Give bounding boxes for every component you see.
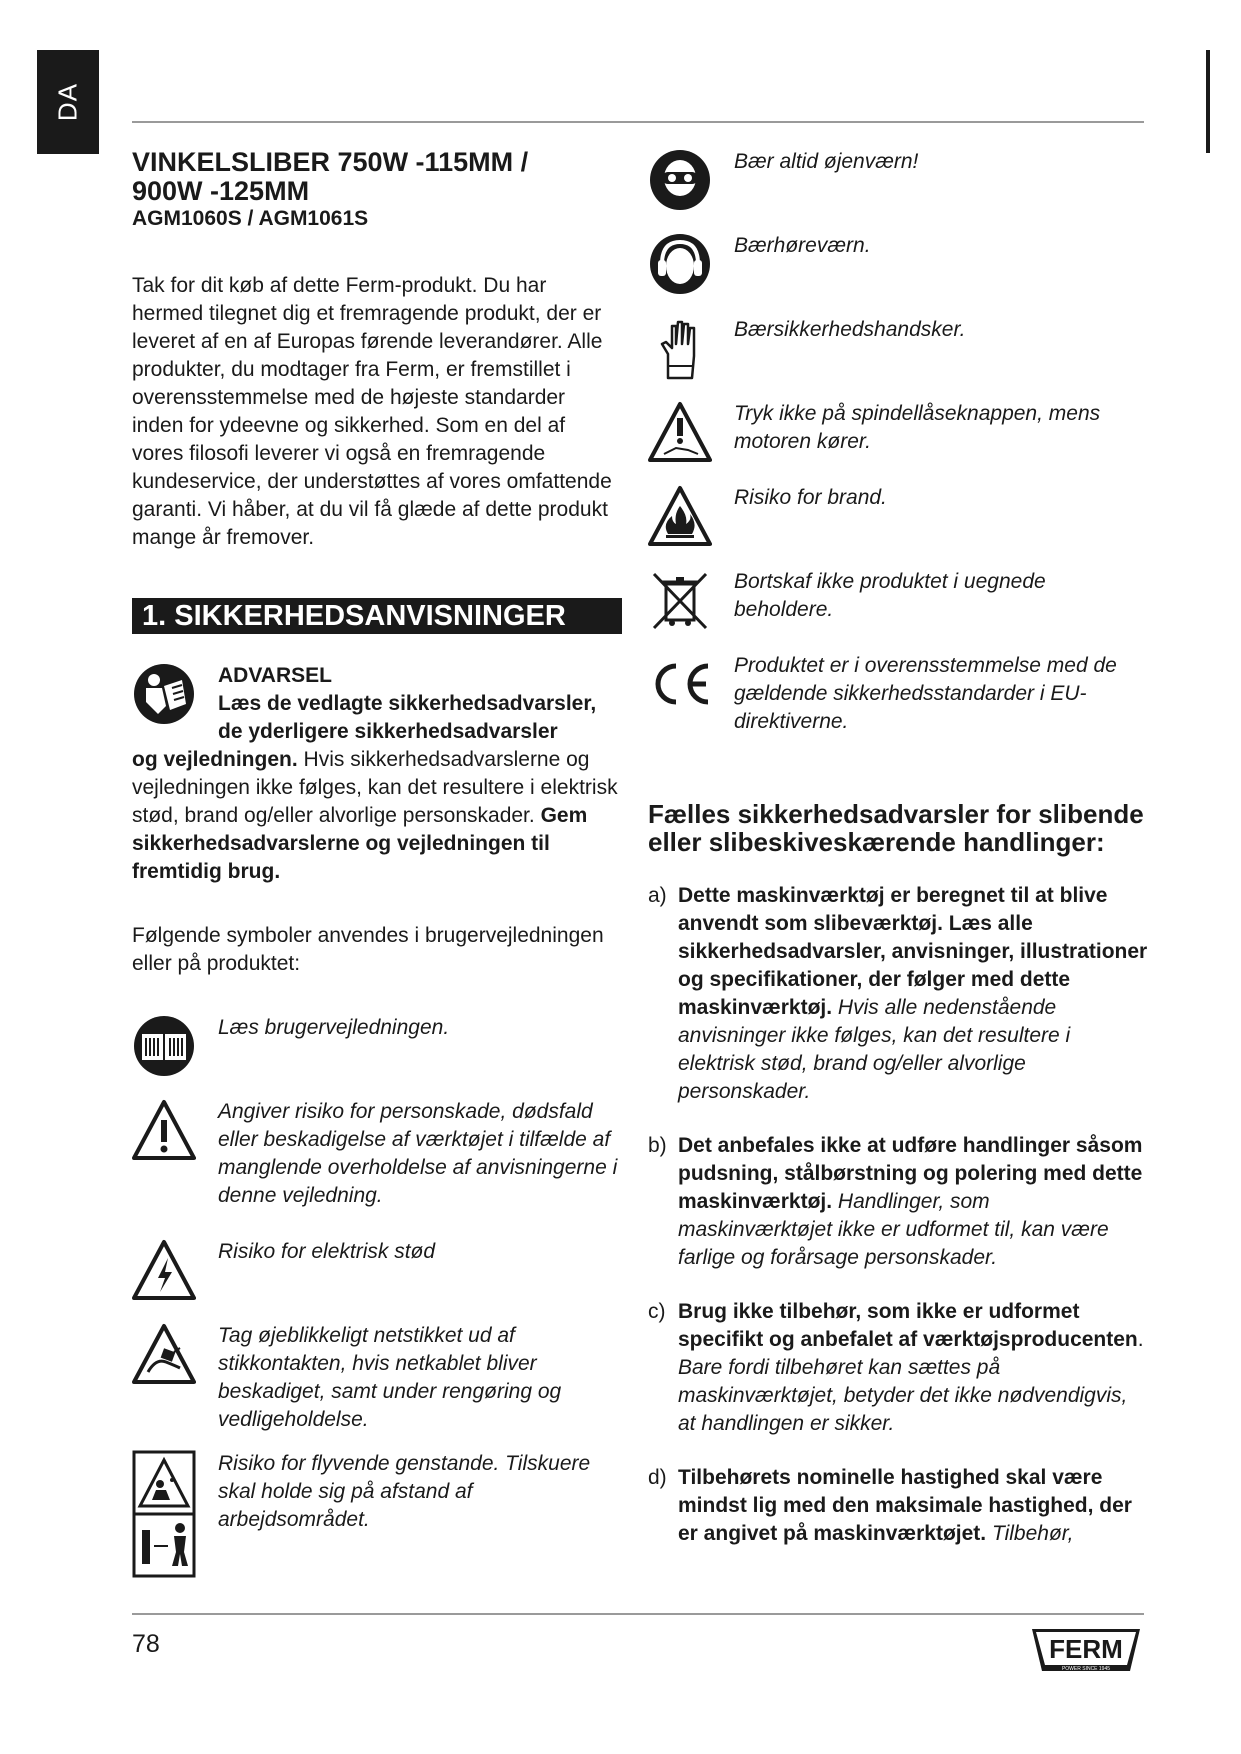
left-column bbox=[132, 148, 622, 1570]
item-bold: Brug ikke tilbehør, som ikke er udformet specifikt og anbefalet af værktøjsproducenten bbox=[678, 1300, 1138, 1351]
list-item bbox=[648, 1132, 1148, 1272]
language-tab bbox=[37, 50, 99, 154]
logo-tagline: POWER SINCE 1945 bbox=[1061, 1666, 1111, 1672]
ferm-logo bbox=[1030, 1625, 1142, 1675]
section-heading: 1. SIKKERHEDSANVISNINGER bbox=[132, 598, 622, 634]
item-italic: Bare fordi tilbehøret kan sættes på maskinværktøjet, betyder det ikke nødvendigvis, at handlingen er sikker. bbox=[678, 1356, 1128, 1435]
item-letter: b) bbox=[648, 1134, 667, 1157]
warning-triangle-icon bbox=[132, 1098, 196, 1162]
product-title-line1: VINKELSLIBER 750W -115MM / bbox=[132, 147, 529, 177]
symbol-text-book: Læs brugervejledningen. bbox=[218, 1016, 450, 1039]
symbol-row bbox=[132, 1450, 622, 1570]
symbol-text-gloves: Bærsikkerhedshandsker. bbox=[734, 318, 966, 341]
item-italic: Tilbehør, bbox=[986, 1522, 1074, 1545]
spindle-lock-icon bbox=[648, 400, 712, 464]
page-number: 78 bbox=[132, 1630, 160, 1658]
symbol-text-ear: Bærhøreværn. bbox=[734, 234, 871, 257]
read-manual-icon bbox=[132, 662, 196, 726]
symbol-row bbox=[648, 652, 1148, 764]
item-normal: . bbox=[1137, 1328, 1144, 1351]
list-item bbox=[648, 1464, 1148, 1548]
symbol-row bbox=[648, 400, 1148, 484]
right-section-heading: Fælles sikkerhedsadvarsler for slibende eller slibeskiveskærende handlinger: bbox=[648, 799, 1144, 857]
item-letter: c) bbox=[648, 1300, 666, 1323]
symbol-row bbox=[648, 484, 1148, 568]
electric-shock-icon bbox=[132, 1238, 196, 1302]
symbol-text-goggles: Bær altid øjenværn! bbox=[734, 150, 919, 173]
symbol-text-flying: Risiko for flyvende genstande. Tilskuere skal holde sig på afstand af arbejdsområdet. bbox=[218, 1452, 591, 1531]
symbol-row bbox=[648, 148, 1148, 232]
book-icon bbox=[132, 1014, 196, 1078]
symbol-text-weee: Bortskaf ikke produktet i uegnede beholdere. bbox=[734, 570, 1046, 621]
symbol-text-unplug: Tag øjeblikkeligt netstikket ud af stikkontakten, hvis netkablet bliver beskadiget, samt under rengøring og vedligeholdelse. bbox=[218, 1324, 562, 1431]
symbol-row bbox=[132, 1322, 622, 1436]
symbol-row bbox=[132, 1098, 622, 1212]
margin-bar bbox=[1206, 50, 1210, 153]
item-bold: Tilbehørets nominelle hastighed skal være mindst lig med den maksimale hastighed, der er angivet på maskinværktøjet. bbox=[678, 1466, 1132, 1545]
unplug-icon bbox=[132, 1322, 196, 1386]
ear-protection-icon bbox=[648, 232, 712, 296]
symbol-row bbox=[648, 568, 1148, 652]
symbols-intro: Følgende symboler anvendes i brugervejledningen eller på produktet: bbox=[132, 924, 604, 975]
warning-normal: Hvis sikkerhedsadvarslerne og vejledningen ikke følges, kan det resultere i elektrisk stød, brand og/eller alvorlige personskader. bbox=[132, 748, 618, 827]
symbol-text-warning: Angiver risiko for personskade, dødsfald eller beskadigelse af værktøjet i tilfælde af manglende overholdelse af anvisningerne i denne vejledning. bbox=[218, 1100, 618, 1207]
list-item bbox=[648, 1298, 1148, 1438]
symbol-text-spindle: Tryk ikke på spindellåseknappen, mens motoren kører. bbox=[734, 402, 1101, 453]
ce-mark-icon bbox=[648, 652, 712, 716]
item-italic: Hvis alle nedenstående anvisninger ikke følges, kan det resultere i elektrisk stød, brand og/eller alvorlige personskader. bbox=[678, 996, 1071, 1103]
top-rule bbox=[132, 121, 1144, 123]
item-letter: d) bbox=[648, 1466, 667, 1489]
symbol-text-ce: Produktet er i overensstemmelse med de gældende sikkerhedsstandarder i EU-direktiverne. bbox=[734, 654, 1117, 733]
item-bold: Det anbefales ikke at udføre handlinger såsom pudsning, stålbørstning og polering med dette maskinværktøj. bbox=[678, 1134, 1143, 1213]
warning-bold-4: Gem sikkerhedsadvarslerne og vejledningen til fremtidig brug. bbox=[132, 804, 588, 883]
weee-bin-icon bbox=[648, 568, 712, 632]
logo-wordmark: FERM bbox=[1049, 1634, 1123, 1664]
warning-label: ADVARSEL bbox=[218, 664, 332, 687]
intro-paragraph: Tak for dit køb af dette Ferm-produkt. Du har hermed tilegnet dig et fremragende produkt, der er leveret af en af Europas førende leverandører. Alle produkter, du modtager fra Ferm, er fremstillet i overensstemmelse med de højeste standarder inden for ydeevne og sikkerhed. Som en del af vores filosofi leverer vi også en fremragende kundeservice, der understøttes af vores omfattende garanti. Vi håber, at du vil få glæde af dette produkt mange år fremover. bbox=[132, 274, 612, 549]
symbol-row bbox=[132, 1014, 622, 1084]
warning-bold-1: Læs de vedlagte sikkerhedsadvarsler, bbox=[218, 692, 597, 715]
flying-objects-icon bbox=[132, 1450, 196, 1578]
goggles-icon bbox=[648, 148, 712, 212]
warning-block bbox=[132, 662, 622, 886]
item-letter: a) bbox=[648, 884, 667, 907]
symbol-text-fire: Risiko for brand. bbox=[734, 486, 887, 509]
gloves-icon bbox=[648, 316, 712, 380]
model-number: AGM1060S / AGM1061S bbox=[132, 207, 369, 230]
symbol-text-electric: Risiko for elektrisk stød bbox=[218, 1240, 436, 1263]
item-italic: Handlinger, som maskinværktøjet ikke er udformet til, kan være farlige og forårsage personskader. bbox=[678, 1190, 1109, 1269]
item-bold: Dette maskinværktøj er beregnet til at blive anvendt som slibeværktøj. Læs alle sikkerhedsadvarsler, anvisninger, illustrationer og specifikationer, der følger med dette maskinværktøj. bbox=[678, 884, 1148, 1019]
warning-bold-3: og vejledningen. bbox=[132, 748, 298, 771]
product-title-line2: 900W -125MM bbox=[132, 176, 310, 206]
warning-bold-2: de yderligere sikkerhedsadvarsler bbox=[218, 720, 558, 743]
bottom-rule bbox=[132, 1613, 1144, 1615]
language-tab-label: DA bbox=[52, 82, 83, 122]
fire-icon bbox=[648, 484, 712, 548]
list-item bbox=[648, 882, 1148, 1106]
symbol-row bbox=[132, 1238, 622, 1308]
symbol-row bbox=[648, 316, 1148, 400]
symbol-row bbox=[648, 232, 1148, 316]
right-column bbox=[648, 148, 1148, 1548]
